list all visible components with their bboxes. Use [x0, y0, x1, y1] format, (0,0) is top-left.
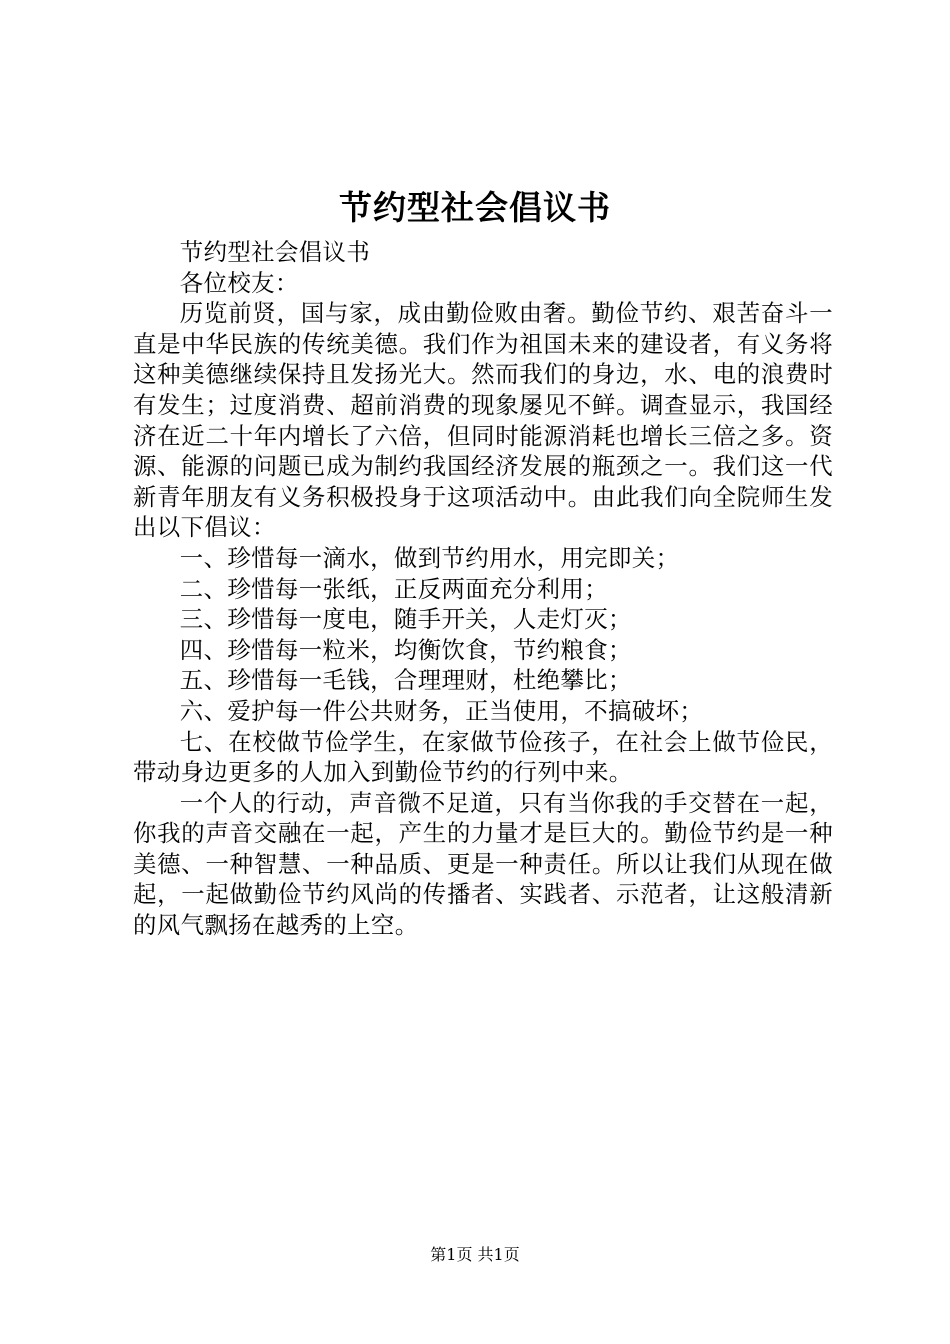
proposal-item-5: 五、珍惜每一毛钱，合理理财，杜绝攀比； — [179, 666, 632, 695]
proposal-item-1: 一、珍惜每一滴水，做到节约用水，用完即关； — [179, 543, 680, 572]
document-body — [133, 237, 833, 941]
document-title: 节约型社会倡议书 — [339, 188, 611, 227]
paragraph-salutation: 各位校友： — [179, 268, 299, 297]
proposal-item-7: 七、在校做节俭学生，在家做节俭孩子，在社会上做节俭民，带动身边更多的人加入到勤俭节约的行列中来。 — [133, 727, 833, 787]
proposal-item-2: 二、珍惜每一张纸，正反两面充分利用； — [179, 574, 609, 603]
page-footer: 第1页 共1页 — [430, 1245, 520, 1264]
paragraph-conclusion: 一个人的行动，声音微不足道，只有当你我的手交替在一起，你我的声音交融在一起，产生的力量才是巨大的。勤俭节约是一种美德、一种智慧、一种品质、更是一种责任。所以让我们从现在做起，一起做勤俭节约风尚的传播者、实践者、示范者，让这般清新的风气飘扬在越秀的上空。 — [133, 788, 833, 940]
proposal-item-6: 六、爱护每一件公共财务，正当使用，不搞破坏； — [179, 696, 704, 725]
proposal-item-3: 三、珍惜每一度电，随手开关，人走灯灭； — [179, 605, 632, 634]
paragraph-intro: 历览前贤，国与家，成由勤俭败由奢。勤俭节约、艰苦奋斗一直是中华民族的传统美德。我们作为祖国未来的建设者，有义务将这种美德继续保持且发扬光大。然而我们的身边，水、电的浪费时有发生；过度消费、超前消费的现象屡见不鲜。调查显示，我国经济在近二十年内增长了六倍，但同时能源消耗也增长三倍之多。资源、能源的问题已成为制约我国经济发展的瓶颈之一。我们这一代新青年朋友有义务积极投身于这项活动中。由此我们向全院师生发出以下倡议： — [133, 299, 833, 542]
proposal-item-4: 四、珍惜每一粒米，均衡饮食，节约粮食； — [179, 635, 632, 664]
paragraph-subtitle: 节约型社会倡议书 — [179, 238, 371, 266]
